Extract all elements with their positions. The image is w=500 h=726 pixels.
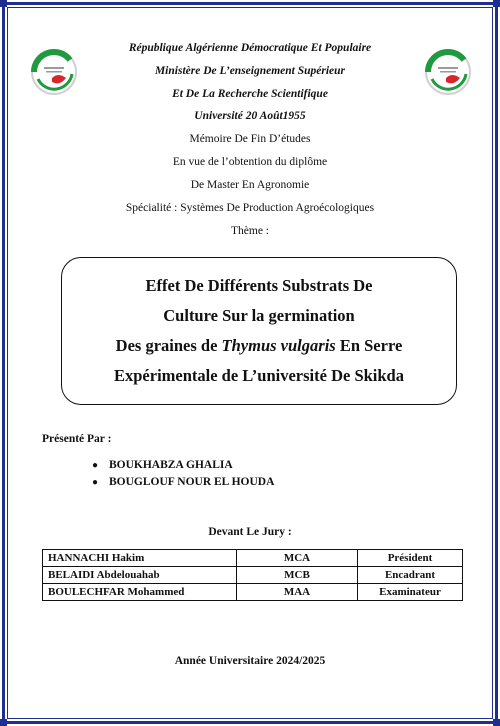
ministry-name-cont: Et De La Recherche Scientifique bbox=[172, 88, 328, 100]
student-name: BOUGLOUF NOUR EL HOUDA bbox=[109, 476, 275, 488]
species-name: Thymus vulgaris bbox=[221, 336, 336, 355]
jury-table bbox=[42, 549, 463, 601]
jury-grade: MCB bbox=[237, 567, 358, 584]
degree-purpose: En vue de l’obtention du diplôme bbox=[172, 156, 328, 168]
theme-line-3-start: Des graines de bbox=[115, 336, 222, 355]
table-row bbox=[43, 567, 463, 584]
theme-label: Thème : bbox=[231, 225, 269, 237]
theme-line-1: Effet De Différents Substrats De bbox=[145, 276, 373, 295]
jury-grade: MAA bbox=[237, 584, 358, 601]
jury-title: Devant Le Jury : bbox=[208, 526, 292, 538]
list-item bbox=[92, 474, 274, 491]
bullet-icon: ● bbox=[92, 460, 99, 471]
table-row bbox=[43, 550, 463, 567]
corner-bottom-left bbox=[0, 719, 7, 726]
republic-name: République Algérienne Démocratique Et Populaire bbox=[128, 42, 372, 54]
bullet-icon: ● bbox=[92, 477, 99, 488]
thesis-type: Mémoire De Fin D’études bbox=[189, 133, 311, 145]
speciality: Spécialité : Systèmes De Production Agroécologiques bbox=[125, 202, 375, 214]
student-name: BOUKHABZA GHALIA bbox=[109, 459, 233, 471]
jury-role: Président bbox=[358, 550, 463, 567]
jury-role: Examinateur bbox=[358, 584, 463, 601]
jury-role: Encadrant bbox=[358, 567, 463, 584]
corner-top-left bbox=[0, 0, 7, 7]
theme-line-3-end: En Serre bbox=[335, 336, 403, 355]
jury-name: BOULECHFAR Mohammed bbox=[43, 584, 237, 601]
academic-year: Année Universitaire 2024/2025 bbox=[174, 655, 326, 667]
student-list bbox=[92, 457, 274, 491]
jury-name: BELAIDI Abdelouahab bbox=[43, 567, 237, 584]
corner-top-right bbox=[493, 0, 500, 7]
theme-line-2: Culture Sur la germination bbox=[163, 306, 355, 325]
university-name: Université 20 Août1955 bbox=[194, 110, 306, 122]
presented-by-label: Présenté Par : bbox=[42, 433, 112, 445]
corner-bottom-right bbox=[493, 719, 500, 726]
ministry-name: Ministère De L’enseignement Supérieur bbox=[154, 65, 346, 77]
jury-name: HANNACHI Hakim bbox=[43, 550, 237, 567]
jury-grade: MCA bbox=[237, 550, 358, 567]
degree-name: De Master En Agronomie bbox=[190, 179, 310, 191]
theme-line-3 bbox=[116, 331, 403, 361]
table-row bbox=[43, 584, 463, 601]
theme-line-4: Expérimentale de L’université De Skikda bbox=[114, 366, 404, 385]
list-item bbox=[92, 457, 274, 474]
theme-box bbox=[61, 257, 457, 405]
